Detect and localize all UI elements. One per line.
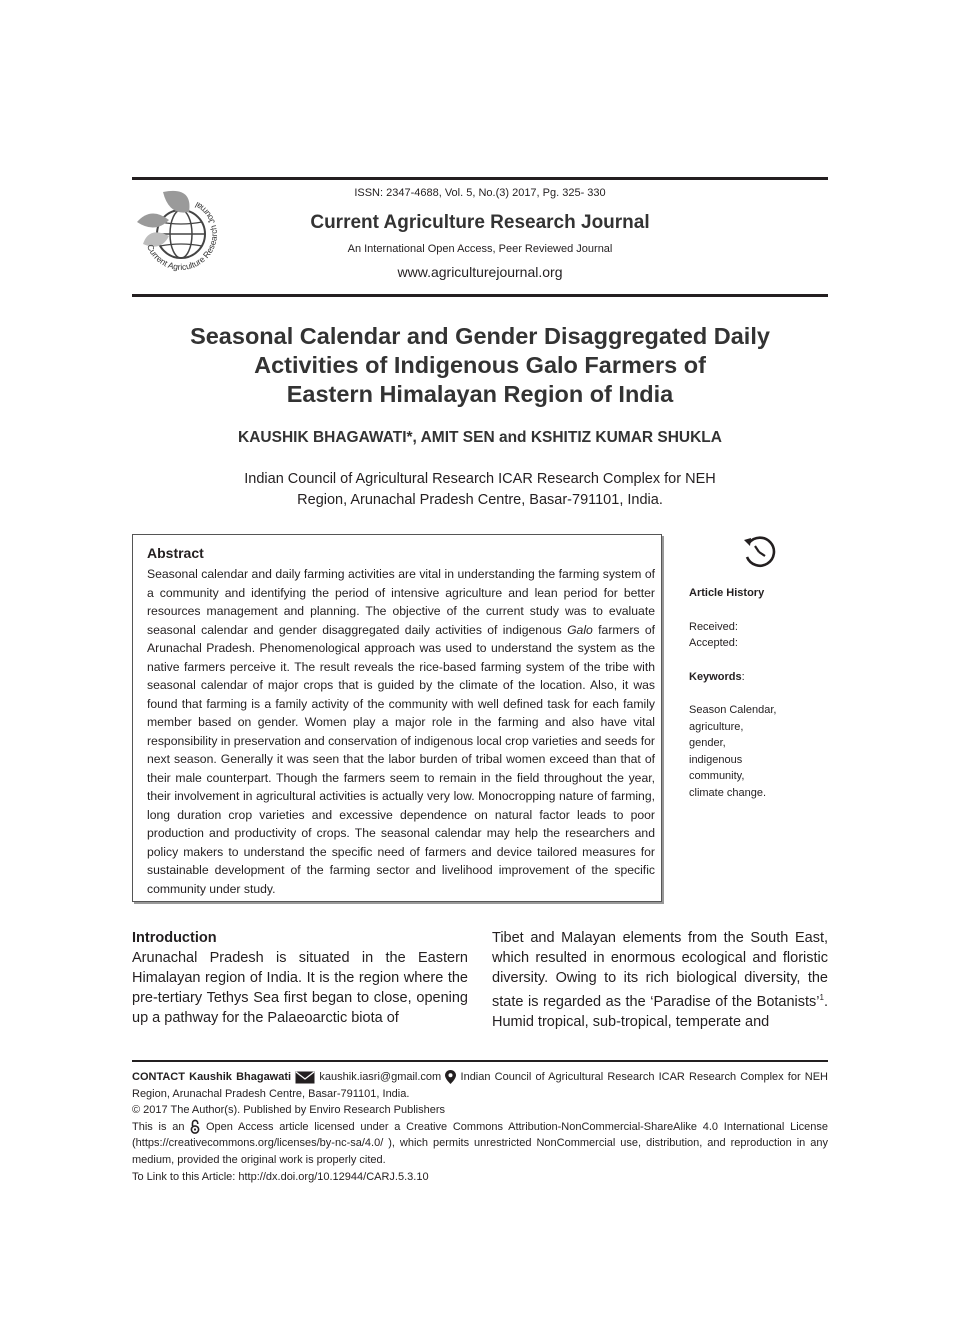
contact-address: Indian Council of Agricultural Research ICAR Research Complex for NEH Region, Arunachal Pradesh Centre, Basar-791101, India. bbox=[132, 1071, 829, 1100]
abstract-box bbox=[132, 534, 662, 902]
contact-line bbox=[132, 1069, 828, 1102]
article-doi-link[interactable]: To Link to this Article: http://dx.doi.org/10.12944/CARJ.5.3.10 bbox=[132, 1170, 429, 1183]
keywords-label-text: Keywords bbox=[689, 671, 742, 683]
affiliation-line: Indian Council of Agricultural Research ICAR Research Complex for NEH bbox=[244, 471, 716, 487]
article-title-line: Activities of Indigenous Galo Farmers of bbox=[254, 352, 706, 378]
article-title-line: Eastern Himalayan Region of India bbox=[286, 381, 674, 407]
history-icon[interactable] bbox=[740, 533, 778, 571]
introduction-heading: Introduction bbox=[132, 930, 217, 946]
svg-text:Current Agriculture Research J: Current Agriculture Research Journal bbox=[145, 199, 219, 272]
accepted-label: Accepted: bbox=[689, 637, 738, 649]
footer-rule bbox=[132, 1060, 828, 1062]
abstract-text bbox=[147, 565, 655, 898]
abstract-text-part: Seasonal calendar and daily farming activities are vital in understanding the farming system of a community and identifying the period of intensive agriculture and lean period for better resources management and planning. The objective of the current study was to evaluate seasonal calendar and gender disaggregated daily activities of indigenous bbox=[147, 567, 655, 637]
received-label: Received: bbox=[689, 621, 738, 633]
contact-label: CONTACT bbox=[132, 1071, 185, 1083]
location-pin-icon bbox=[445, 1070, 456, 1084]
journal-url-link[interactable]: www.agriculturejournal.org bbox=[397, 264, 563, 280]
intro-right-text: . Humid tropical, sub-tropical, temperate and bbox=[492, 993, 828, 1030]
intro-right-column bbox=[492, 928, 828, 1032]
header-bottom-rule bbox=[132, 294, 828, 297]
contact-name: Kaushik Bhagawati bbox=[189, 1071, 292, 1083]
journal-logo bbox=[133, 186, 229, 282]
license-prefix: This is an bbox=[132, 1120, 185, 1133]
intro-left-column bbox=[132, 928, 468, 1028]
contact-email-link[interactable]: kaushik.iasri@gmail.com bbox=[319, 1071, 442, 1083]
footer bbox=[132, 1069, 828, 1185]
copyright-line: © 2017 The Author(s). Published by Enviro Research Publishers bbox=[132, 1104, 446, 1117]
intro-left-text: Arunachal Pradesh is situated in the Eastern Himalayan region of India. It is the region where the pre-tertiary Tethys Sea first began to close, opening up a pathway for the Palaeoarctic biota of bbox=[132, 950, 468, 1026]
citation-superscript[interactable]: 1 bbox=[819, 993, 824, 1002]
license-line bbox=[132, 1119, 828, 1169]
email-icon bbox=[295, 1071, 315, 1084]
journal-title: Current Agriculture Research Journal bbox=[310, 212, 650, 233]
article-title bbox=[140, 322, 820, 409]
article-history-label: Article History bbox=[689, 587, 765, 599]
abstract-heading: Abstract bbox=[147, 545, 204, 561]
abstract-italic-term: Galo bbox=[567, 622, 593, 637]
keywords-label bbox=[689, 669, 745, 686]
keywords-list: Season Calendar, agriculture, gender, indigenous community, climate change. bbox=[689, 704, 777, 799]
intro-right-text: Tibet and Malayan elements from the South East, which resulted in enormous ecological and floristic diversity. Owing to its rich biological diversity, the state is regarded as the ‘Paradise of the Botanists’ bbox=[492, 930, 828, 1010]
abstract-text-part: farmers of Arunachal Pradesh. Phenomenological approach was used to understand the system as the native farmers perceive it. The result reveals the rice-based farming system of the tribe with seasonal calendar of major crops that is guided by the climate of the location. Also, it was found that farming is a family activity of the community with well defined task for each family member based on gender. Women play a major role in the farming and also have vital responsibility in preservation and conservation of indigenous local crop varieties and seeds for next season. Generally it was seen that the labor burden of tribal women exceed than that of their male counterpart. Though the farmers seem to remain in the field throughout the year, their involvement in agricultural activities is actually very low. Monocropping nature of farming, long duration crop varieties and excessive dependence on natural factor leads to poor production and productivity of crops. The seasonal calendar may help the researchers and policy makers to understand the specific need of farmers and device tailored measures for sustainable development of the farming sector and livelihood improvement of the specific community under study. bbox=[147, 622, 655, 896]
article-authors: KAUSHIK BHAGAWATI*, AMIT SEN and KSHITIZ KUMAR SHUKLA bbox=[238, 429, 722, 446]
affiliation-line: Region, Arunachal Pradesh Centre, Basar-791101, India. bbox=[297, 492, 663, 508]
header-top-rule bbox=[132, 177, 828, 180]
article-title-line: Seasonal Calendar and Gender Disaggregated Daily bbox=[190, 323, 770, 349]
open-access-icon bbox=[190, 1119, 200, 1134]
issn-line: ISSN: 2347-4688, Vol. 5, No.(3) 2017, Pg. 325- 330 bbox=[354, 187, 606, 199]
license-text: Open Access article licensed under a Creative Commons Attribution-NonCommercial-ShareAlike 4.0 International License (https://creativecommons.org/licenses/by-nc-sa/4.0/ ), which permits unrestricted NonCommercial use, distribution, and reproduction in any medium, provided the original work is properly cited. bbox=[132, 1120, 828, 1166]
journal-subtitle: An International Open Access, Peer Reviewed Journal bbox=[347, 243, 613, 255]
keywords-colon: : bbox=[741, 671, 745, 683]
article-affiliation bbox=[200, 469, 760, 511]
